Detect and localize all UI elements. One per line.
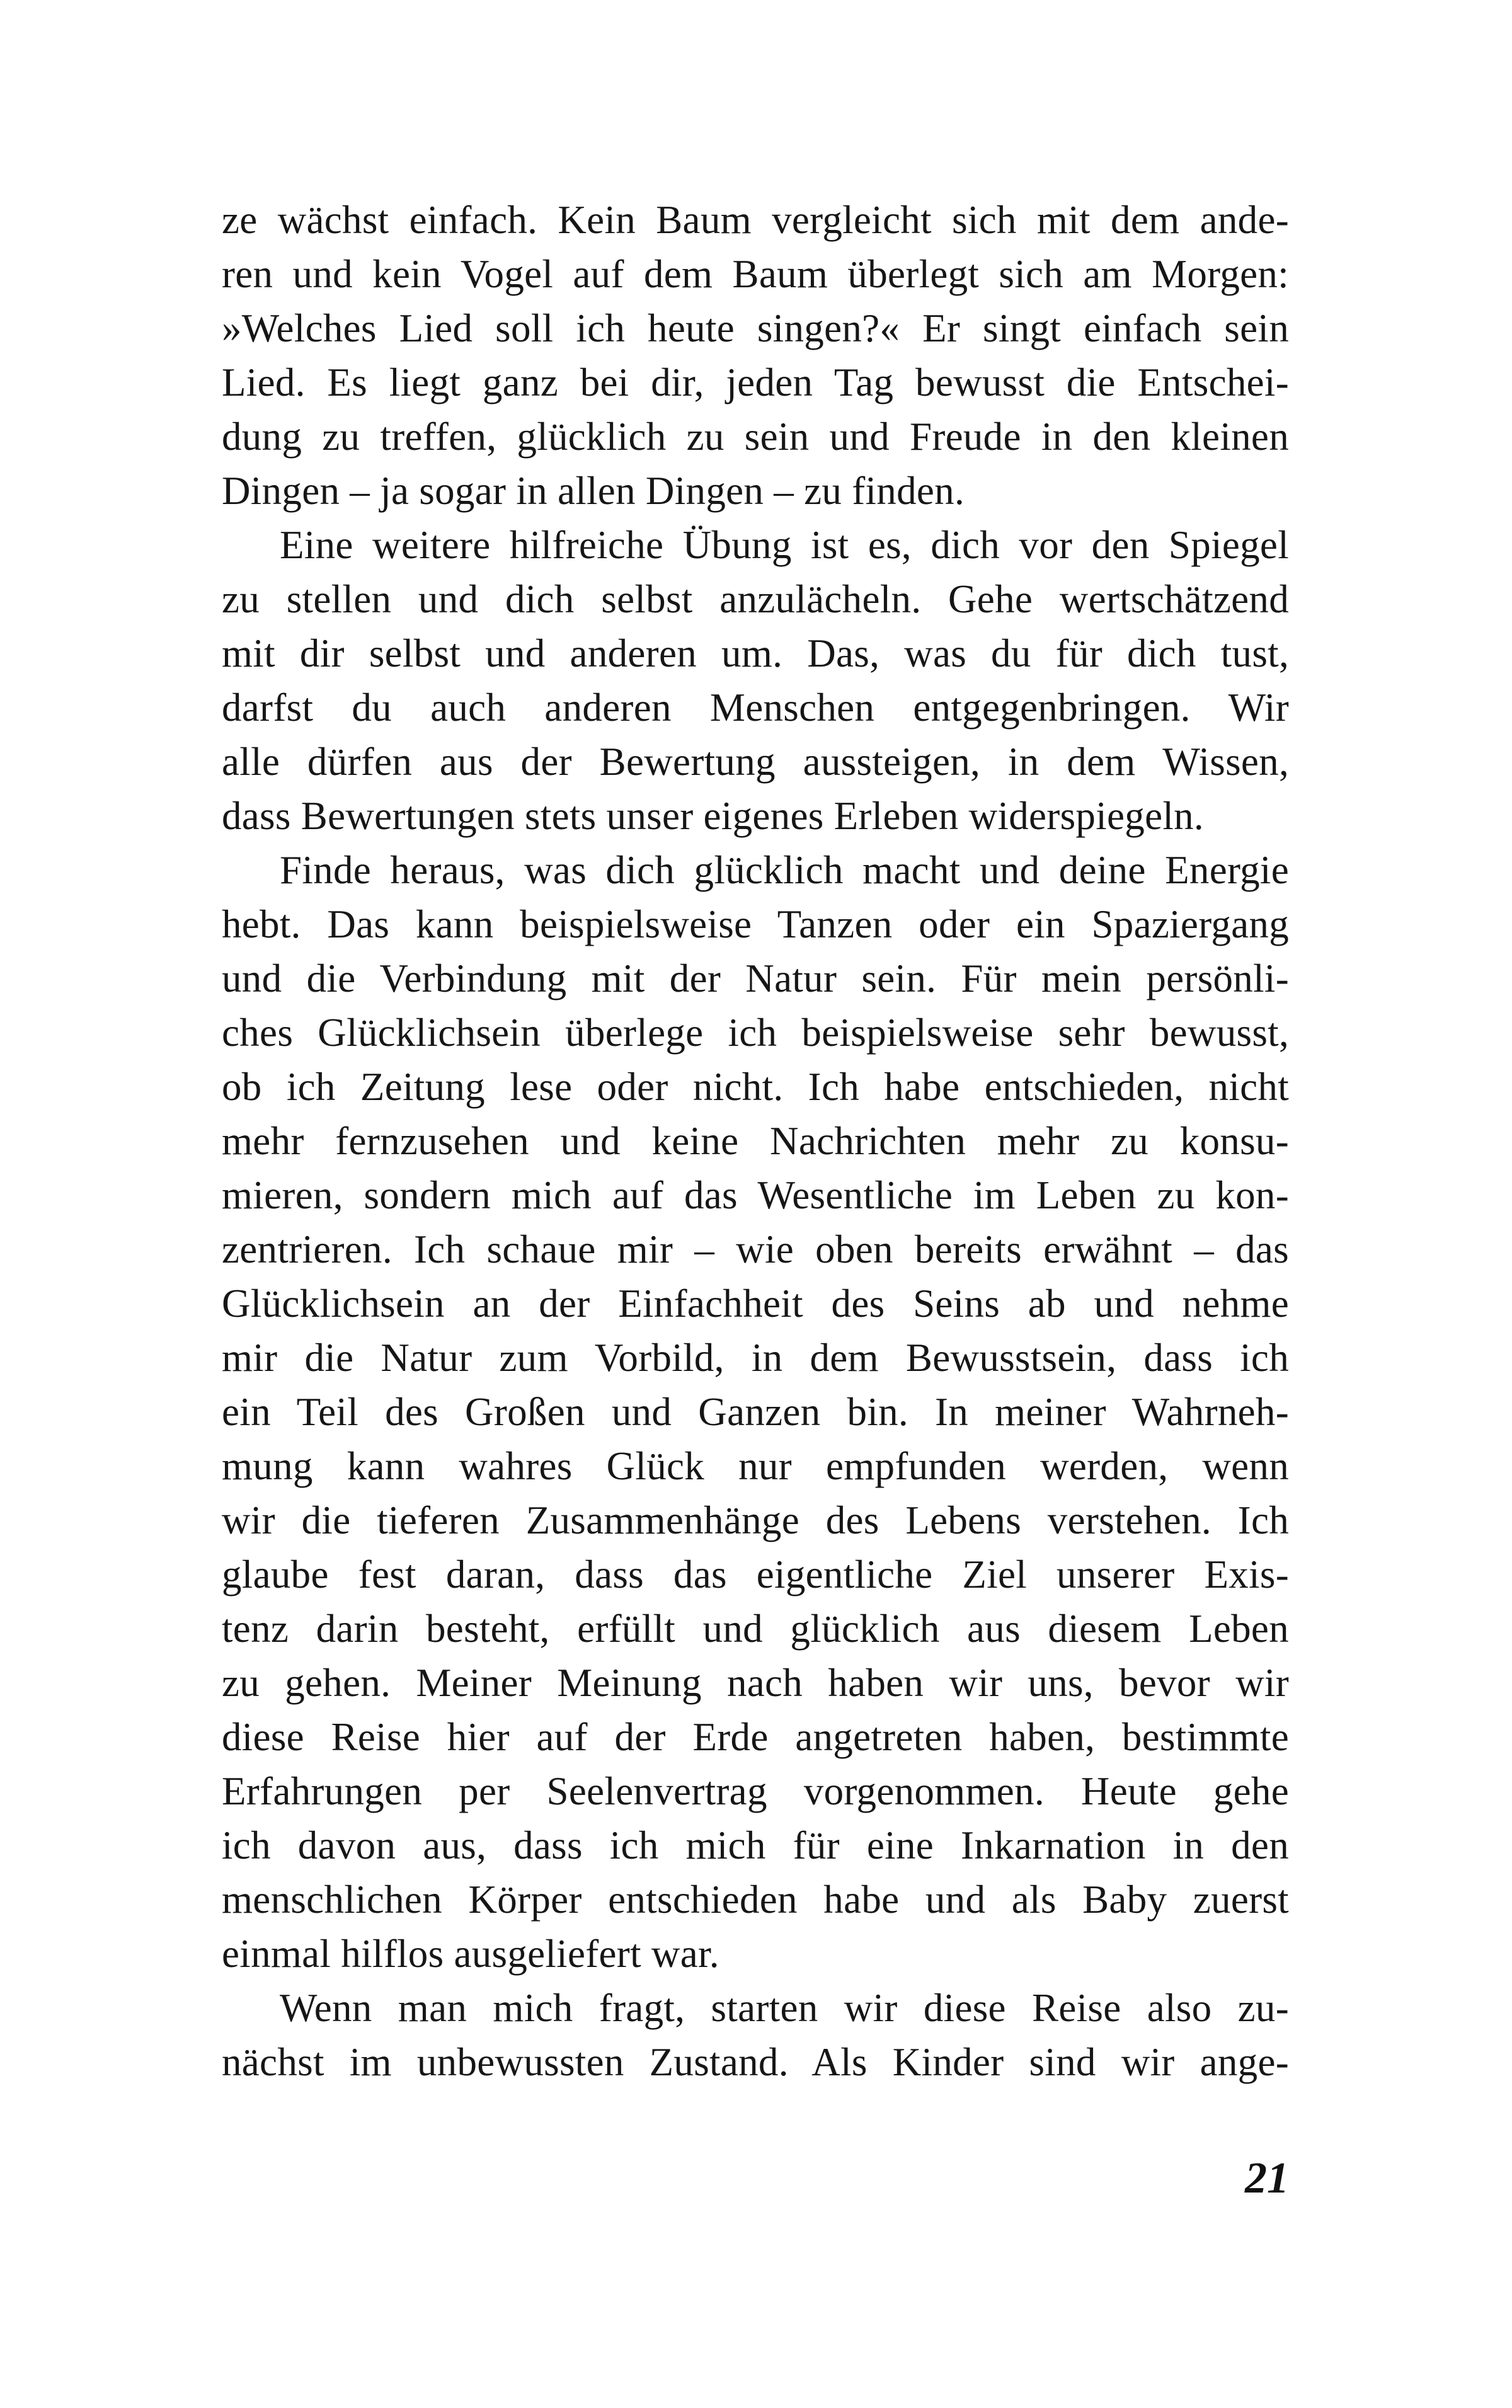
- text-line: Lied. Es liegt ganz bei dir, jeden Tag bewusst die Entschei-: [222, 360, 1289, 404]
- text-line: mieren, sondern mich auf das Wesentliche im Leben zu kon-: [222, 1173, 1289, 1217]
- text-line: zu stellen und dich selbst anzulächeln. Gehe wertschätzend: [222, 577, 1289, 621]
- text-line: wir die tieferen Zusammenhänge des Lebens verstehen. Ich: [222, 1498, 1289, 1542]
- text-line: nächst im unbewussten Zustand. Als Kinder sind wir ange-: [222, 2040, 1289, 2084]
- text-line: ze wächst einfach. Kein Baum vergleicht sich mit dem ande-: [222, 198, 1289, 242]
- text-line: dung zu treffen, glücklich zu sein und Freude in den kleinen: [222, 415, 1289, 459]
- text-line: dass Bewertungen stets unser eigenes Erleben widerspiegeln.: [222, 794, 1204, 838]
- text-line: mung kann wahres Glück nur empfunden werden, wenn: [222, 1444, 1289, 1488]
- text-line: ob ich Zeitung lese oder nicht. Ich habe entschieden, nicht: [222, 1065, 1289, 1109]
- text-line: Eine weitere hilfreiche Übung ist es, dich vor den Spiegel: [280, 523, 1289, 567]
- text-line: glaube fest daran, dass das eigentliche Ziel unserer Exis-: [222, 1552, 1289, 1597]
- text-line: mehr fernzusehen und keine Nachrichten mehr zu konsu-: [222, 1119, 1289, 1163]
- text-line: darfst du auch anderen Menschen entgegenbringen. Wir: [222, 685, 1289, 730]
- text-line: diese Reise hier auf der Erde angetreten haben, bestimmte: [222, 1715, 1289, 1759]
- text-line: alle dürfen aus der Bewertung aussteigen, in dem Wissen,: [222, 740, 1289, 784]
- page-text: [222, 193, 1289, 2089]
- text-line: hebt. Das kann beispielsweise Tanzen oder ein Spaziergang: [222, 902, 1289, 946]
- text-line: mir die Natur zum Vorbild, in dem Bewusstsein, dass ich: [222, 1336, 1289, 1380]
- text-line: ein Teil des Großen und Ganzen bin. In meiner Wahrneh-: [222, 1390, 1289, 1434]
- text-line: Glücklichsein an der Einfachheit des Seins ab und nehme: [222, 1281, 1289, 1326]
- text-line: ches Glücklichsein überlege ich beispielsweise sehr bewusst,: [222, 1011, 1289, 1055]
- text-line: Wenn man mich fragt, starten wir diese Reise also zu-: [280, 1986, 1289, 2030]
- text-line: menschlichen Körper entschieden habe und als Baby zuerst: [222, 1878, 1289, 1922]
- text-line: ren und kein Vogel auf dem Baum überlegt sich am Morgen:: [222, 252, 1289, 296]
- text-line: mit dir selbst und anderen um. Das, was du für dich tust,: [222, 631, 1289, 675]
- page-number: 21: [1245, 2154, 1289, 2203]
- text-line: Erfahrungen per Seelenvertrag vorgenommen. Heute gehe: [222, 1769, 1289, 1813]
- text-line: »Welches Lied soll ich heute singen?« Er singt einfach sein: [222, 306, 1289, 350]
- text-line: einmal hilflos ausgeliefert war.: [222, 1932, 719, 1976]
- text-line: zentrieren. Ich schaue mir – wie oben bereits erwähnt – das: [222, 1227, 1289, 1271]
- text-line: ich davon aus, dass ich mich für eine Inkarnation in den: [222, 1823, 1289, 1867]
- text-line: tenz darin besteht, erfüllt und glücklich aus diesem Leben: [222, 1607, 1289, 1651]
- text-line: zu gehen. Meiner Meinung nach haben wir uns, bevor wir: [222, 1661, 1289, 1705]
- text-line: Finde heraus, was dich glücklich macht und deine Energie: [280, 848, 1289, 892]
- text-line: Dingen – ja sogar in allen Dingen – zu finden.: [222, 469, 965, 513]
- text-line: und die Verbindung mit der Natur sein. Für mein persönli-: [222, 956, 1289, 1000]
